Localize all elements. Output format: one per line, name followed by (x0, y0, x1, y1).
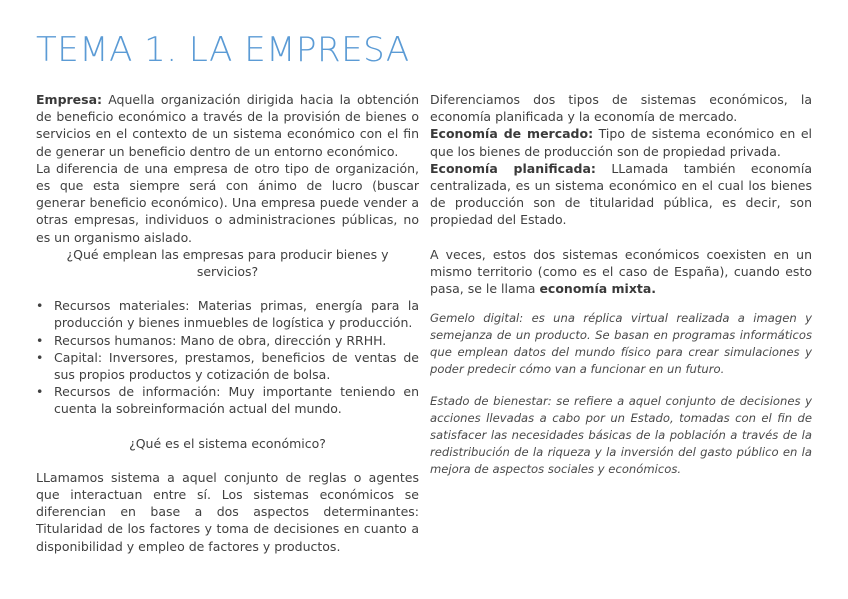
mixed-economy-text: A veces, estos dos sistemas económicos coexisten en un mismo territorio (como es el caso de España), cuando esto pasa, se le llama (430, 246, 812, 297)
term-mixed-economy: economía mixta. (539, 281, 657, 297)
resources-list (36, 297, 419, 417)
paragraph-economic-types: Diferenciamos dos tipos de sistemas económicos, la economía planificada y la economía de mercado. (430, 92, 812, 125)
resource-text: Recursos humanos: Mano de obra, dirección y RRHH. (54, 332, 387, 348)
question-resources: ¿Qué emplean las empresas para producir bienes y servicios? (66, 246, 389, 280)
bullet-icon: • (36, 332, 44, 348)
planned-economy-text: LLamada también economía centralizada, es un sistema económico en el cual los bienes de producción son de titularidad pública, es decir, son propiedad del Estado. (430, 160, 812, 228)
list-item (36, 332, 419, 349)
bullet-icon: • (36, 298, 44, 314)
bullet-icon: • (36, 349, 44, 365)
resource-text: Recursos materiales: Materias primas, energía para la producción y bienes inmuebles de logística y producción. (54, 298, 419, 331)
paragraph-mixed-economy (430, 246, 812, 298)
term-empresa: Empresa: (36, 92, 103, 107)
question-economic-system: ¿Qué es el sistema económico? (129, 435, 326, 451)
resource-text: Recursos de información: Muy importante teniendo en cuenta la sobreinformación actual del mundo. (54, 384, 419, 417)
left-column (36, 91, 419, 555)
term-market-economy: Economía de mercado: (430, 126, 594, 142)
list-item (36, 297, 419, 331)
list-item (36, 349, 419, 383)
paragraph-digital-twin: Gemelo digital: es una réplica virtual realizada a imagen y semejanza de un producto. Se basan en programas informáticos que emplean datos del mundo físico para crear simulaciones y poder predecir cómo van a funcionar en un futuro. (430, 311, 812, 377)
paragraph-welfare-state: Estado de bienestar: se refiere a aquel conjunto de decisiones y acciones llevadas a cabo por un Estado, tomadas con el fin de satisfacer las necesidades básicas de la población a través de la redistribución de la riqueza y la inversión del gasto público en la mejora de aspectos sociales y económicos. (430, 394, 812, 477)
list-item (36, 383, 419, 417)
paragraph-empresa-definition (36, 91, 419, 160)
paragraph-system-definition: LLamamos sistema a aquel conjunto de reglas o agentes que interactuan entre sí. Los sistemas económicos se diferencian en base a dos aspectos determinantes: Titularidad de los factores y toma de decisiones en cuanto a disponibilidad y empleo de factores y productos. (36, 469, 419, 554)
resource-text: Capital: Inversores, prestamos, beneficios de ventas de sus propios productos y cotización de bolsa. (54, 349, 419, 383)
empresa-definition-text: Aquella organización dirigida hacia la obtención de beneficio económico a través de la provisión de bienes o servicios en el contexto de un sistema económico con el fin de generar un beneficio dentro de un entorno económico. (36, 92, 419, 159)
term-planned-economy: Economía planificada: (430, 160, 596, 176)
right-column (430, 91, 812, 478)
paragraph-market-economy (430, 125, 812, 159)
market-economy-text: Tipo de sistema económico en el que los bienes de producción son de propiedad privada. (430, 126, 812, 159)
paragraph-empresa-difference: La diferencia de una empresa de otro tipo de organización, es que esta siempre será con ánimo de lucro (buscar generar beneficio económico). Una empresa puede vender a otras empresas, individuos o administraciones públicas, no es un organismo aislado. (36, 160, 419, 245)
bullet-icon: • (36, 384, 44, 400)
page-title: TEMA 1. LA EMPRESA (36, 30, 410, 70)
paragraph-planned-economy (430, 160, 812, 229)
